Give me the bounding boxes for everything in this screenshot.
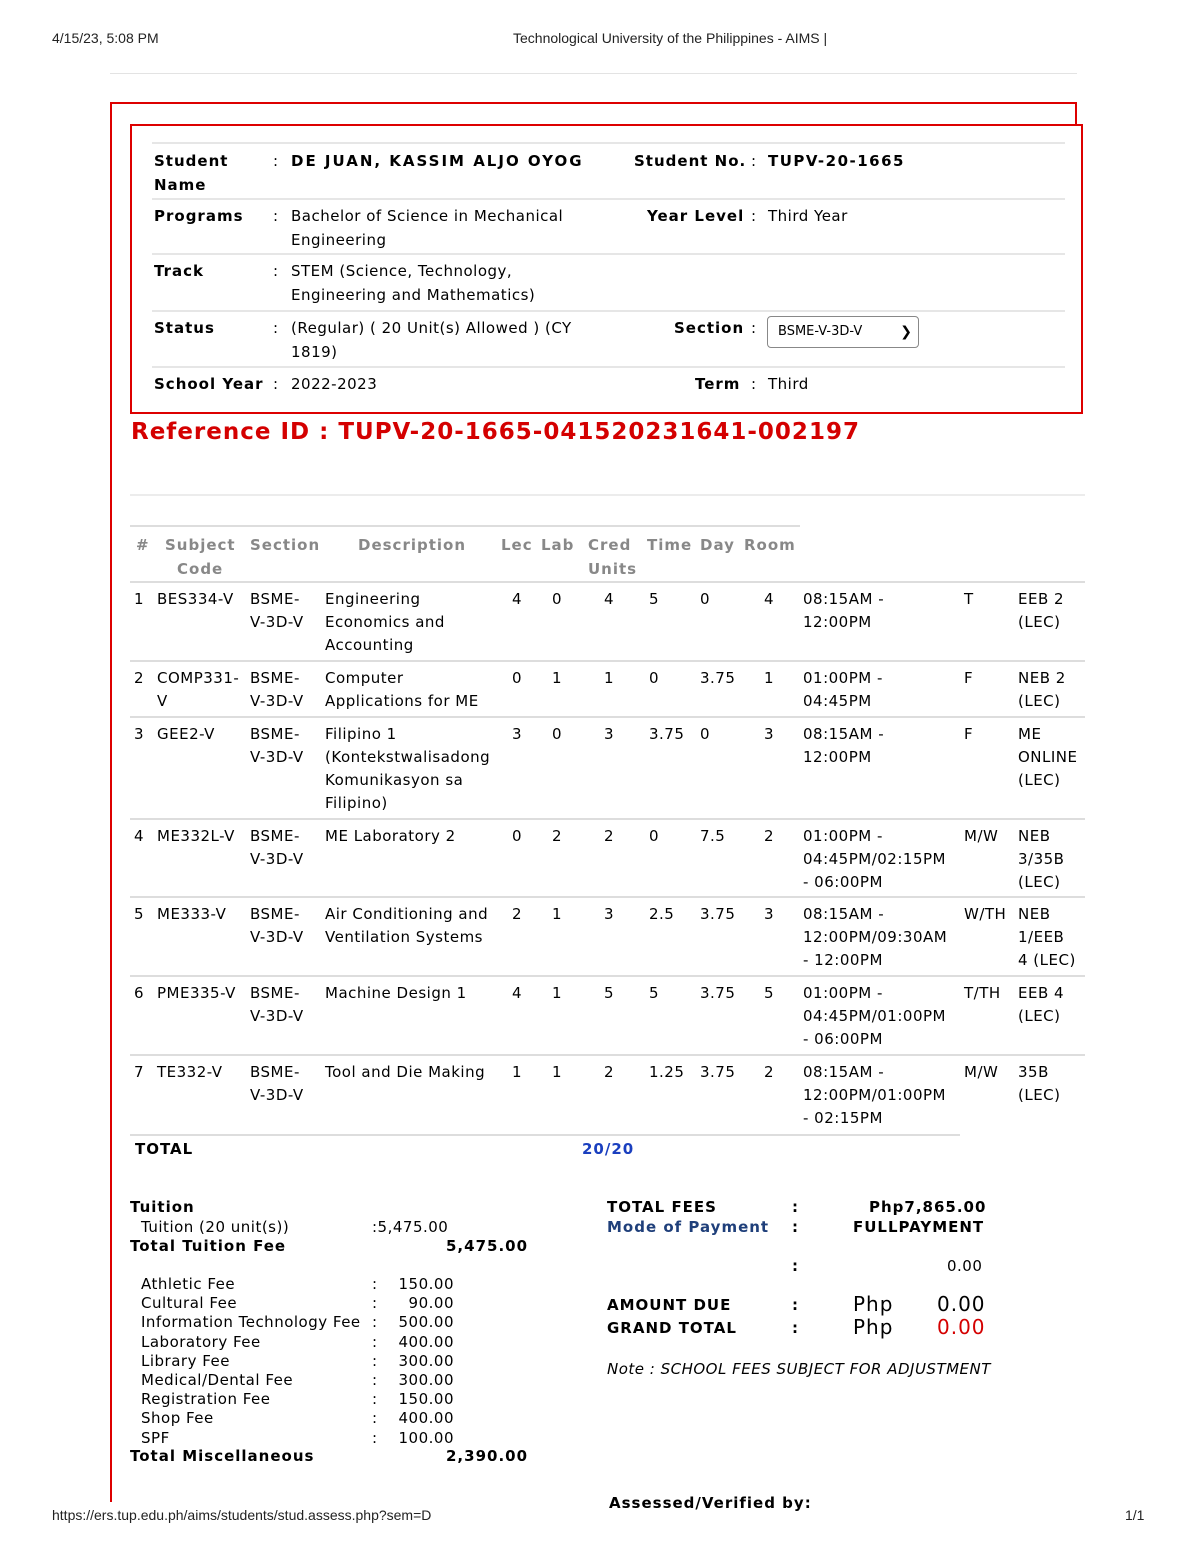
assessed-by-label: Assessed/Verified by: <box>609 1494 812 1512</box>
tuition-item-label: Tuition (20 unit(s)) <box>141 1218 290 1236</box>
currency: Php <box>853 1315 894 1339</box>
table-cell-c1: 3 <box>512 725 523 743</box>
table-cell-n: 4 <box>134 827 145 845</box>
table-cell-c5: 0 <box>700 590 711 608</box>
table-cell-c2: 1 <box>552 905 563 923</box>
table-cell-c2: 0 <box>552 725 563 743</box>
colon: : <box>372 1409 378 1428</box>
table-cell-desc: Computer Applications for ME <box>325 669 479 710</box>
misc-fee-label: Library Fee <box>141 1351 230 1370</box>
table-cell-sec: BSME- V-3D-V <box>250 1063 304 1104</box>
table-cell-n: 7 <box>134 1063 145 1081</box>
table-cell-c5: 3.75 <box>700 669 736 687</box>
table-cell-time: 01:00PM - 04:45PM/02:15PM - 06:00PM <box>803 827 946 891</box>
colon: : <box>273 262 279 280</box>
colon: : <box>792 1218 799 1236</box>
misc-fee-label: Athletic Fee <box>141 1275 236 1293</box>
col-header-description: Description <box>358 536 467 554</box>
table-cell-day: W/TH <box>964 905 1007 923</box>
colon: : <box>751 152 757 170</box>
total-misc-label: Total Miscellaneous <box>130 1447 315 1465</box>
table-cell-c2: 1 <box>552 1063 563 1081</box>
table-cell-c4: 5 <box>649 590 660 608</box>
total-tuition-label: Total Tuition Fee <box>130 1237 287 1255</box>
colon: : <box>372 1275 378 1293</box>
table-cell-c5: 0 <box>700 725 711 743</box>
term-value: Third <box>768 375 809 393</box>
table-cell-sec: BSME- V-3D-V <box>250 669 304 710</box>
table-cell-code: BES334-V <box>157 590 234 608</box>
table-cell-day: M/W <box>964 827 999 845</box>
student-name-label: Student Name <box>154 152 229 194</box>
tuition-heading: Tuition <box>130 1198 195 1216</box>
table-cell-c6: 1 <box>764 669 775 687</box>
table-cell-n: 3 <box>134 725 145 743</box>
colon: : <box>372 1351 378 1370</box>
total-misc-value: 2,390.00 <box>446 1447 529 1465</box>
table-cell-desc: Filipino 1 (Kontekstwalisadong Komunikasyon sa Filipino) <box>325 725 491 812</box>
term-label: Term <box>695 375 741 393</box>
table-cell-room: 35B (LEC) <box>1018 1063 1061 1104</box>
table-cell-room: NEB 1/EEB 4 (LEC) <box>1018 905 1076 969</box>
table-cell-c1: 4 <box>512 590 523 608</box>
table-cell-room: EEB 2 (LEC) <box>1018 590 1065 631</box>
table-cell-time: 08:15AM - 12:00PM/09:30AM - 12:00PM <box>803 905 948 969</box>
table-cell-room: NEB 2 (LEC) <box>1018 669 1066 710</box>
table-cell-c4: 5 <box>649 984 660 1002</box>
colon: : <box>792 1296 799 1314</box>
misc-fee-value: 150.00 <box>398 1275 454 1293</box>
school-year-label: School Year <box>154 375 264 393</box>
blank-amount: 0.00 <box>947 1257 983 1275</box>
programs-label: Programs <box>154 207 244 225</box>
amount-due: 0.00 <box>937 1292 986 1316</box>
mode-of-payment: FULLPAYMENT <box>853 1218 985 1236</box>
table-cell-room: ME ONLINE (LEC) <box>1018 725 1078 789</box>
table-cell-c3: 3 <box>604 725 615 743</box>
table-cell-sec: BSME- V-3D-V <box>250 984 304 1025</box>
table-cell-sec: BSME- V-3D-V <box>250 905 304 946</box>
table-cell-c1: 0 <box>512 827 523 845</box>
table-cell-desc: Tool and Die Making <box>325 1063 486 1081</box>
total-divider <box>130 1134 960 1136</box>
table-cell-n: 5 <box>134 905 145 923</box>
table-cell-c2: 1 <box>552 984 563 1002</box>
row-divider <box>130 660 1085 662</box>
col-header-cred-units: Cred Units <box>588 536 638 578</box>
colon: : <box>792 1198 799 1216</box>
col-header-subject: Subject Code <box>165 536 236 578</box>
table-cell-c4: 0 <box>649 827 660 845</box>
table-cell-n: 6 <box>134 984 145 1002</box>
tuition-item-value: :5,475.00 <box>372 1218 449 1236</box>
table-cell-c1: 1 <box>512 1063 523 1081</box>
table-cell-day: T/TH <box>964 984 1001 1002</box>
print-page-number: 1/1 <box>1125 1507 1145 1523</box>
table-cell-code: TE332-V <box>157 1063 223 1081</box>
colon: : <box>751 375 757 393</box>
table-cell-sec: BSME- V-3D-V <box>250 725 304 766</box>
student-name: DE JUAN, KASSIM ALJO OYOG <box>291 152 584 170</box>
row-divider <box>130 896 1085 898</box>
table-cell-day: T <box>964 590 974 608</box>
table-cell-sec: BSME- V-3D-V <box>250 827 304 868</box>
colon: : <box>792 1319 799 1337</box>
total-units: 20/20 <box>582 1140 635 1158</box>
col-header-lab: Lab <box>541 536 575 554</box>
amount-due-label: AMOUNT DUE <box>607 1296 732 1314</box>
divider <box>130 494 1085 496</box>
misc-fee-value: 300.00 <box>398 1351 454 1370</box>
grand-total-label: GRAND TOTAL <box>607 1319 737 1337</box>
row-divider <box>152 142 1065 144</box>
section-label: Section <box>674 319 745 337</box>
misc-fee-value: 300.00 <box>398 1371 454 1389</box>
misc-fee-value: 100.00 <box>398 1428 454 1447</box>
table-cell-c6: 5 <box>764 984 775 1002</box>
student-number: TUPV-20-1665 <box>768 152 905 170</box>
table-cell-c4: 1.25 <box>649 1063 685 1081</box>
print-title: Technological University of the Philippines - AIMS | <box>513 30 828 46</box>
colon: : <box>273 319 279 337</box>
colon: : <box>372 1390 378 1409</box>
table-cell-room: EEB 4 (LEC) <box>1018 984 1065 1025</box>
chevron-down-icon: ❯ <box>900 324 912 340</box>
misc-fee-value: 150.00 <box>398 1390 454 1409</box>
table-cell-code: GEE2-V <box>157 725 215 743</box>
table-cell-c2: 2 <box>552 827 563 845</box>
row-divider <box>130 716 1085 718</box>
misc-fee-value: 400.00 <box>398 1409 454 1428</box>
col-header-section: Section <box>250 536 321 554</box>
colon: : <box>372 1428 378 1447</box>
student-no-label: Student No. <box>634 152 747 170</box>
table-cell-code: COMP331- V <box>157 669 240 710</box>
table-cell-c1: 2 <box>512 905 523 923</box>
table-cell-c5: 3.75 <box>700 905 736 923</box>
table-cell-c6: 2 <box>764 827 775 845</box>
table-cell-time: 01:00PM - 04:45PM <box>803 669 883 710</box>
table-cell-c3: 1 <box>604 669 615 687</box>
colon: : <box>372 1294 378 1313</box>
year-level: Third Year <box>768 207 848 225</box>
row-divider <box>130 818 1085 820</box>
reference-id: Reference ID : TUPV-20-1665-041520231641-002197 <box>131 419 860 445</box>
status-label: Status <box>154 319 215 337</box>
table-cell-c2: 1 <box>552 669 563 687</box>
row-divider <box>130 975 1085 977</box>
table-cell-time: 08:15AM - 12:00PM/01:00PM - 02:15PM <box>803 1063 946 1127</box>
colon: : <box>751 207 757 225</box>
colon: : <box>372 1371 378 1389</box>
table-cell-desc: Engineering Economics and Accounting <box>325 590 445 654</box>
table-cell-c6: 2 <box>764 1063 775 1081</box>
table-cell-c3: 5 <box>604 984 615 1002</box>
col-header-room: Room <box>744 536 796 554</box>
table-cell-n: 1 <box>134 590 145 608</box>
table-cell-c4: 3.75 <box>649 725 685 743</box>
table-cell-c4: 2.5 <box>649 905 675 923</box>
frame-line <box>110 102 1077 104</box>
misc-fee-label: Cultural Fee <box>141 1294 238 1313</box>
total-tuition-value: 5,475.00 <box>446 1237 529 1255</box>
row-divider <box>152 198 1065 200</box>
table-cell-sec: BSME- V-3D-V <box>250 590 304 631</box>
track-label: Track <box>154 262 204 280</box>
school-year: 2022-2023 <box>291 375 378 393</box>
misc-fee-value: 500.00 <box>398 1313 454 1332</box>
table-cell-c6: 3 <box>764 725 775 743</box>
table-cell-desc: ME Laboratory 2 <box>325 827 456 845</box>
colon: : <box>751 319 757 337</box>
misc-fee-label: Information Technology Fee <box>141 1313 361 1332</box>
col-header-time: Time <box>647 536 693 554</box>
table-cell-desc: Machine Design 1 <box>325 984 467 1002</box>
row-divider <box>152 310 1065 312</box>
col-header-day: Day <box>700 536 735 554</box>
grand-total: 0.00 <box>937 1315 986 1339</box>
table-cell-day: M/W <box>964 1063 999 1081</box>
program-value: Bachelor of Science in Mechanical Engineering <box>291 207 564 249</box>
divider <box>110 73 1077 74</box>
misc-fee-label: Medical/Dental Fee <box>141 1371 294 1389</box>
table-cell-c2: 0 <box>552 590 563 608</box>
table-cell-c1: 0 <box>512 669 523 687</box>
table-cell-code: ME332L-V <box>157 827 235 845</box>
row-divider <box>152 253 1065 255</box>
total-label: TOTAL <box>135 1140 194 1158</box>
misc-fee-label: Shop Fee <box>141 1409 214 1428</box>
row-divider <box>130 1054 1085 1056</box>
table-cell-code: ME333-V <box>157 905 227 923</box>
table-cell-time: 01:00PM - 04:45PM/01:00PM - 06:00PM <box>803 984 946 1048</box>
misc-fee-value: 400.00 <box>398 1332 454 1351</box>
total-fees-value: Php7,865.00 <box>869 1198 987 1216</box>
row-divider <box>130 581 1085 583</box>
misc-fee-label: SPF <box>141 1428 170 1447</box>
table-cell-c5: 7.5 <box>700 827 726 845</box>
status-value: (Regular) ( 20 Unit(s) Allowed ) (CY 1819) <box>291 319 572 361</box>
table-cell-c1: 4 <box>512 984 523 1002</box>
fee-note: Note : SCHOOL FEES SUBJECT FOR ADJUSTMENT <box>607 1360 991 1378</box>
table-cell-c3: 2 <box>604 1063 615 1081</box>
colon: : <box>273 152 279 170</box>
colon: : <box>372 1313 378 1332</box>
colon: : <box>273 375 279 393</box>
print-url: https://ers.tup.edu.ph/aims/students/stud.assess.php?sem=D <box>52 1507 432 1523</box>
colon: : <box>372 1332 378 1351</box>
table-cell-c3: 4 <box>604 590 615 608</box>
table-cell-c3: 3 <box>604 905 615 923</box>
section-select[interactable] <box>767 316 919 348</box>
table-cell-c6: 4 <box>764 590 775 608</box>
table-cell-c5: 3.75 <box>700 1063 736 1081</box>
misc-fee-value: 90.00 <box>408 1294 454 1313</box>
print-datetime: 4/15/23, 5:08 PM <box>52 30 159 46</box>
header-line <box>130 525 800 527</box>
table-cell-desc: Air Conditioning and Ventilation Systems <box>325 905 489 946</box>
year-level-label: Year Level <box>647 207 745 225</box>
table-cell-c5: 3.75 <box>700 984 736 1002</box>
col-header-num: # <box>136 536 150 554</box>
frame-line <box>110 102 112 1502</box>
total-fees-label: TOTAL FEES <box>607 1198 717 1216</box>
col-header-lec: Lec <box>501 536 533 554</box>
table-cell-room: NEB 3/35B (LEC) <box>1018 827 1065 891</box>
frame-line <box>1075 102 1077 124</box>
table-cell-code: PME335-V <box>157 984 236 1002</box>
table-cell-c4: 0 <box>649 669 660 687</box>
misc-fee-label: Registration Fee <box>141 1390 271 1409</box>
table-cell-c6: 3 <box>764 905 775 923</box>
table-cell-day: F <box>964 669 974 687</box>
mode-of-payment-label: Mode of Payment <box>607 1218 770 1236</box>
table-cell-day: F <box>964 725 974 743</box>
colon: : <box>792 1257 799 1275</box>
table-cell-n: 2 <box>134 669 145 687</box>
track-value: STEM (Science, Technology, Engineering and Mathematics) <box>291 262 536 304</box>
section-select-value: BSME-V-3D-V <box>778 324 863 339</box>
table-cell-time: 08:15AM - 12:00PM <box>803 590 885 631</box>
currency: Php <box>853 1292 894 1316</box>
misc-fee-label: Laboratory Fee <box>141 1332 261 1351</box>
table-cell-time: 08:15AM - 12:00PM <box>803 725 885 766</box>
table-cell-c3: 2 <box>604 827 615 845</box>
colon: : <box>273 207 279 225</box>
student-info-panel <box>130 124 1083 414</box>
row-divider <box>152 366 1065 368</box>
